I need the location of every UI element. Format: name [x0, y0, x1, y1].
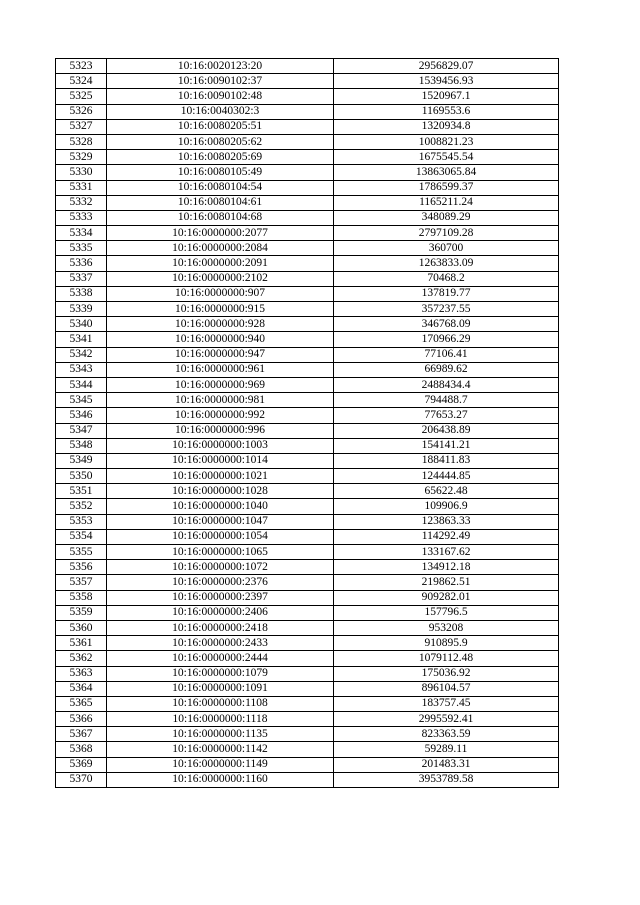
cadastral-number-cell: 10:16:0020123:20: [107, 59, 334, 74]
table-row: [56, 150, 559, 165]
cadastral-value-table: [55, 58, 559, 788]
row-number-cell: 5359: [56, 605, 107, 620]
row-number-cell: 5362: [56, 651, 107, 666]
value-cell: 134912.18: [334, 560, 559, 575]
row-number-cell: 5361: [56, 636, 107, 651]
row-number-cell: 5346: [56, 408, 107, 423]
value-cell: 909282.01: [334, 590, 559, 605]
table-row: [56, 590, 559, 605]
row-number-cell: 5329: [56, 150, 107, 165]
cadastral-number-cell: 10:16:0080104:68: [107, 210, 334, 225]
row-number-cell: 5354: [56, 529, 107, 544]
value-cell: 13863065.84: [334, 165, 559, 180]
value-cell: 175036.92: [334, 666, 559, 681]
value-cell: 219862.51: [334, 575, 559, 590]
value-cell: 1079112.48: [334, 651, 559, 666]
cadastral-number-cell: 10:16:0000000:961: [107, 362, 334, 377]
row-number-cell: 5344: [56, 377, 107, 392]
row-number-cell: 5347: [56, 423, 107, 438]
table-row: [56, 180, 559, 195]
table-row: [56, 165, 559, 180]
row-number-cell: 5324: [56, 74, 107, 89]
value-cell: 1165211.24: [334, 195, 559, 210]
cadastral-number-cell: 10:16:0080205:62: [107, 134, 334, 149]
row-number-cell: 5363: [56, 666, 107, 681]
row-number-cell: 5336: [56, 256, 107, 271]
row-number-cell: 5342: [56, 347, 107, 362]
value-cell: 206438.89: [334, 423, 559, 438]
value-cell: 360700: [334, 241, 559, 256]
cadastral-number-cell: 10:16:0000000:940: [107, 332, 334, 347]
table-row: [56, 681, 559, 696]
table-row: [56, 696, 559, 711]
value-cell: 59289.11: [334, 742, 559, 757]
value-cell: 348089.29: [334, 210, 559, 225]
row-number-cell: 5358: [56, 590, 107, 605]
cadastral-number-cell: 10:16:0000000:928: [107, 317, 334, 332]
row-number-cell: 5370: [56, 772, 107, 787]
table-row: [56, 302, 559, 317]
row-number-cell: 5325: [56, 89, 107, 104]
value-cell: 65622.48: [334, 484, 559, 499]
value-cell: 896104.57: [334, 681, 559, 696]
table-row: [56, 104, 559, 119]
value-cell: 1539456.93: [334, 74, 559, 89]
cadastral-number-cell: 10:16:0090102:37: [107, 74, 334, 89]
row-number-cell: 5353: [56, 514, 107, 529]
value-cell: 77106.41: [334, 347, 559, 362]
row-number-cell: 5328: [56, 134, 107, 149]
row-number-cell: 5360: [56, 620, 107, 635]
value-cell: 124444.85: [334, 469, 559, 484]
cadastral-number-cell: 10:16:0040302:3: [107, 104, 334, 119]
table-row: [56, 772, 559, 787]
table-row: [56, 469, 559, 484]
row-number-cell: 5366: [56, 712, 107, 727]
table-row: [56, 438, 559, 453]
cadastral-number-cell: 10:16:0000000:1079: [107, 666, 334, 681]
value-cell: 1520967.1: [334, 89, 559, 104]
table-row: [56, 226, 559, 241]
value-cell: 953208: [334, 620, 559, 635]
row-number-cell: 5331: [56, 180, 107, 195]
value-cell: 154141.21: [334, 438, 559, 453]
document-page: [55, 58, 558, 788]
cadastral-number-cell: 10:16:0080104:54: [107, 180, 334, 195]
table-row: [56, 134, 559, 149]
cadastral-number-cell: 10:16:0000000:2091: [107, 256, 334, 271]
cadastral-number-cell: 10:16:0080205:51: [107, 119, 334, 134]
cadastral-number-cell: 10:16:0000000:1142: [107, 742, 334, 757]
cadastral-number-cell: 10:16:0000000:969: [107, 377, 334, 392]
cadastral-number-cell: 10:16:0080205:69: [107, 150, 334, 165]
row-number-cell: 5341: [56, 332, 107, 347]
cadastral-number-cell: 10:16:0000000:1047: [107, 514, 334, 529]
row-number-cell: 5367: [56, 727, 107, 742]
table-row: [56, 651, 559, 666]
cadastral-number-cell: 10:16:0000000:1108: [107, 696, 334, 711]
value-cell: 1263833.09: [334, 256, 559, 271]
cadastral-number-cell: 10:16:0000000:2397: [107, 590, 334, 605]
value-cell: 823363.59: [334, 727, 559, 742]
cadastral-number-cell: 10:16:0090102:48: [107, 89, 334, 104]
value-cell: 2995592.41: [334, 712, 559, 727]
cadastral-number-cell: 10:16:0000000:2406: [107, 605, 334, 620]
row-number-cell: 5343: [56, 362, 107, 377]
cadastral-number-cell: 10:16:0000000:2418: [107, 620, 334, 635]
row-number-cell: 5333: [56, 210, 107, 225]
row-number-cell: 5332: [56, 195, 107, 210]
cadastral-number-cell: 10:16:0000000:1065: [107, 545, 334, 560]
table-row: [56, 712, 559, 727]
value-cell: 188411.83: [334, 453, 559, 468]
row-number-cell: 5365: [56, 696, 107, 711]
table-row: [56, 484, 559, 499]
cadastral-number-cell: 10:16:0000000:947: [107, 347, 334, 362]
row-number-cell: 5340: [56, 317, 107, 332]
value-cell: 114292.49: [334, 529, 559, 544]
table-row: [56, 666, 559, 681]
row-number-cell: 5368: [56, 742, 107, 757]
table-row: [56, 89, 559, 104]
row-number-cell: 5335: [56, 241, 107, 256]
cadastral-number-cell: 10:16:0000000:1072: [107, 560, 334, 575]
cadastral-number-cell: 10:16:0000000:1149: [107, 757, 334, 772]
row-number-cell: 5327: [56, 119, 107, 134]
table-row: [56, 377, 559, 392]
table-row: [56, 514, 559, 529]
cadastral-number-cell: 10:16:0000000:996: [107, 423, 334, 438]
value-cell: 1675545.54: [334, 150, 559, 165]
cadastral-number-cell: 10:16:0080104:61: [107, 195, 334, 210]
table-row: [56, 742, 559, 757]
table-row: [56, 362, 559, 377]
row-number-cell: 5326: [56, 104, 107, 119]
row-number-cell: 5323: [56, 59, 107, 74]
table-row: [56, 210, 559, 225]
value-cell: 2488434.4: [334, 377, 559, 392]
cadastral-number-cell: 10:16:0000000:907: [107, 286, 334, 301]
table-row: [56, 271, 559, 286]
value-cell: 77653.27: [334, 408, 559, 423]
cadastral-number-cell: 10:16:0000000:1160: [107, 772, 334, 787]
value-cell: 1786599.37: [334, 180, 559, 195]
cadastral-number-cell: 10:16:0000000:2084: [107, 241, 334, 256]
table-row: [56, 332, 559, 347]
cadastral-number-cell: 10:16:0000000:1028: [107, 484, 334, 499]
row-number-cell: 5351: [56, 484, 107, 499]
row-number-cell: 5339: [56, 302, 107, 317]
row-number-cell: 5348: [56, 438, 107, 453]
table-row: [56, 317, 559, 332]
value-cell: 70468.2: [334, 271, 559, 286]
cadastral-number-cell: 10:16:0000000:2444: [107, 651, 334, 666]
row-number-cell: 5349: [56, 453, 107, 468]
cadastral-number-cell: 10:16:0000000:1135: [107, 727, 334, 742]
table-row: [56, 408, 559, 423]
cadastral-number-cell: 10:16:0000000:2077: [107, 226, 334, 241]
cadastral-number-cell: 10:16:0000000:1118: [107, 712, 334, 727]
row-number-cell: 5364: [56, 681, 107, 696]
cadastral-number-cell: 10:16:0000000:1054: [107, 529, 334, 544]
cadastral-number-cell: 10:16:0080105:49: [107, 165, 334, 180]
table-row: [56, 605, 559, 620]
table-row: [56, 575, 559, 590]
value-cell: 3953789.58: [334, 772, 559, 787]
table-row: [56, 560, 559, 575]
value-cell: 133167.62: [334, 545, 559, 560]
row-number-cell: 5356: [56, 560, 107, 575]
row-number-cell: 5330: [56, 165, 107, 180]
value-cell: 346768.09: [334, 317, 559, 332]
table-row: [56, 620, 559, 635]
value-cell: 2956829.07: [334, 59, 559, 74]
value-cell: 137819.77: [334, 286, 559, 301]
cadastral-number-cell: 10:16:0000000:981: [107, 393, 334, 408]
cadastral-number-cell: 10:16:0000000:1040: [107, 499, 334, 514]
value-cell: 157796.5: [334, 605, 559, 620]
value-cell: 1320934.8: [334, 119, 559, 134]
table-row: [56, 727, 559, 742]
table-row: [56, 256, 559, 271]
value-cell: 123863.33: [334, 514, 559, 529]
table-row: [56, 453, 559, 468]
cadastral-number-cell: 10:16:0000000:915: [107, 302, 334, 317]
table-row: [56, 195, 559, 210]
value-cell: 2797109.28: [334, 226, 559, 241]
table-row: [56, 757, 559, 772]
value-cell: 1169553.6: [334, 104, 559, 119]
value-cell: 170966.29: [334, 332, 559, 347]
table-body: [56, 59, 559, 788]
row-number-cell: 5334: [56, 226, 107, 241]
cadastral-number-cell: 10:16:0000000:992: [107, 408, 334, 423]
row-number-cell: 5345: [56, 393, 107, 408]
cadastral-number-cell: 10:16:0000000:1014: [107, 453, 334, 468]
table-row: [56, 74, 559, 89]
row-number-cell: 5338: [56, 286, 107, 301]
cadastral-number-cell: 10:16:0000000:2433: [107, 636, 334, 651]
table-row: [56, 241, 559, 256]
row-number-cell: 5337: [56, 271, 107, 286]
table-row: [56, 423, 559, 438]
table-row: [56, 499, 559, 514]
row-number-cell: 5355: [56, 545, 107, 560]
table-row: [56, 59, 559, 74]
table-row: [56, 529, 559, 544]
table-row: [56, 286, 559, 301]
row-number-cell: 5352: [56, 499, 107, 514]
table-row: [56, 347, 559, 362]
value-cell: 109906.9: [334, 499, 559, 514]
value-cell: 357237.55: [334, 302, 559, 317]
row-number-cell: 5350: [56, 469, 107, 484]
value-cell: 183757.45: [334, 696, 559, 711]
cadastral-number-cell: 10:16:0000000:1021: [107, 469, 334, 484]
value-cell: 1008821.23: [334, 134, 559, 149]
value-cell: 910895.9: [334, 636, 559, 651]
table-row: [56, 545, 559, 560]
cadastral-number-cell: 10:16:0000000:1003: [107, 438, 334, 453]
value-cell: 794488.7: [334, 393, 559, 408]
table-row: [56, 393, 559, 408]
row-number-cell: 5357: [56, 575, 107, 590]
cadastral-number-cell: 10:16:0000000:1091: [107, 681, 334, 696]
value-cell: 66989.62: [334, 362, 559, 377]
table-row: [56, 636, 559, 651]
value-cell: 201483.31: [334, 757, 559, 772]
table-row: [56, 119, 559, 134]
cadastral-number-cell: 10:16:0000000:2376: [107, 575, 334, 590]
row-number-cell: 5369: [56, 757, 107, 772]
cadastral-number-cell: 10:16:0000000:2102: [107, 271, 334, 286]
